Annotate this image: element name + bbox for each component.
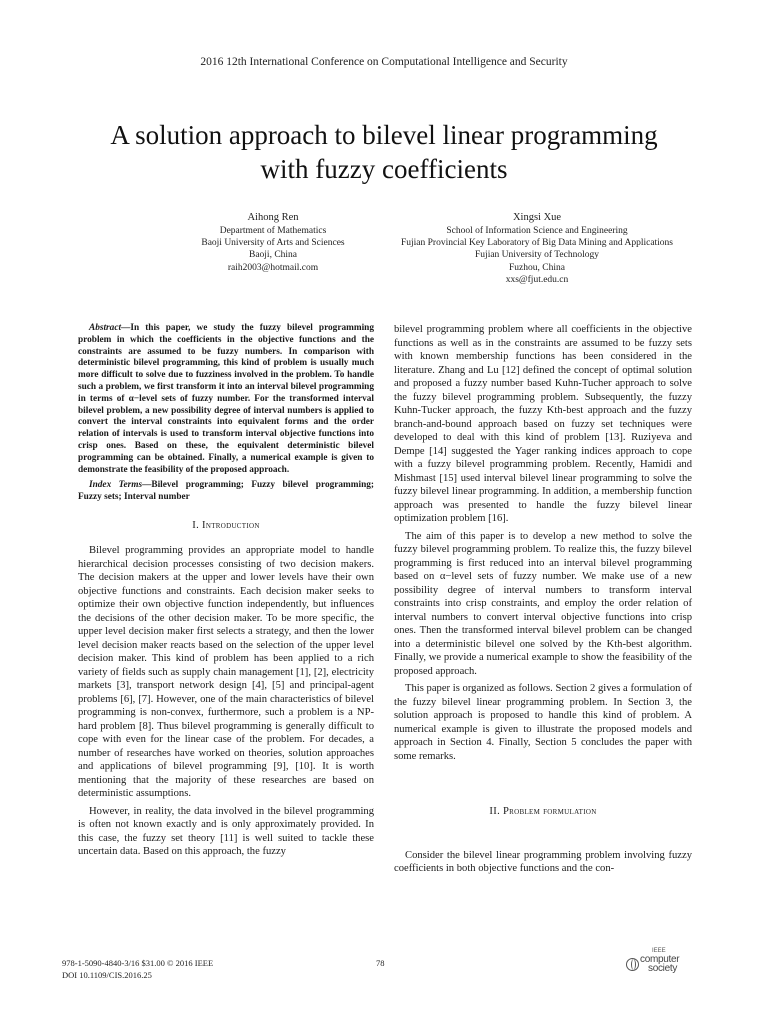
author-name: Aihong Ren <box>247 212 299 223</box>
logo-ieee-text: IEEE <box>652 948 666 954</box>
author-block-1 <box>158 210 388 274</box>
author-affiliation: Department of Mathematics <box>219 226 327 236</box>
paragraph: This paper is organized as follows. Section 2 gives a formulation of the fuzzy bilevel linear programming problem. In Section 3, the solution approach is proposed to handle this kind of problem. A numerical example is given to illustrate the proposed models and approach in Section 4. Finally, Section 5 concludes the paper with some remarks. <box>394 683 692 762</box>
logo-society-text: society <box>648 963 678 974</box>
paragraph: Bilevel programming provides an appropriate model to handle hierarchical decision processes consisting of two decision makers. The decision makers at the upper and lower levels have their own objective functions and constraints. Each decision maker seeks to optimize their own objective function independently, but influences the decisions of the other decision maker. To be more specific, the upper level decision maker first selects a strategy, and then the lower level decision maker reacts based on the selection of the upper level decision maker. This kind of problem has been applied to a rich variety of fields such as supply chain management [1], [2], electricity markets [3], transport network design [4], [5] and principal-agent problems [6], [7]. However, one of the main characteristics of bilevel programming is non-convex, furthermore, such a problem is a NP-hard problem [8]. Thus bilevel programming is generally difficult to cope with even for the linear case of the problem. For decades, a number of researches have worked on theories, solution approaches and applications of bilevel programming [9], [10]. It is worth mentioning that the majority of these researches are based on deterministic assumptions. <box>78 545 374 800</box>
author-location: Fuzhou, China <box>509 262 565 273</box>
author-name: Xingsi Xue <box>512 212 562 223</box>
author-affiliation: Baoji University of Arts and Sciences <box>201 238 345 249</box>
author-email: raih2003@hotmail.com <box>227 262 319 273</box>
author-email: xxs@fjut.edu.cn <box>505 274 569 285</box>
abstract <box>78 323 374 476</box>
title-line-1: A solution approach to bilevel linear programming <box>110 120 658 150</box>
section-heading-problem-formulation <box>394 805 692 819</box>
index-terms-text: —Bilevel programming; Fuzzy bilevel programming; Fuzzy sets; Interval number <box>78 480 374 503</box>
section-number: II. <box>489 806 501 817</box>
section-number: I. <box>192 519 200 531</box>
section-title: Introduction <box>202 519 260 531</box>
author-affiliation: School of Information Science and Engineering <box>446 226 628 236</box>
paragraph: The aim of this paper is to develop a new method to solve the fuzzy bilevel programming problem. To realize this, the fuzzy bilevel programming is first reduced into an interval bilevel programming based on α−level sets of fuzzy number. We make use of a new possibility degree of interval numbers to transform interval constraints into crisp constraints, and employ the order relation of interval numbers to convert interval objective functions into crisp ones. Then the transformed interval bilevel problem can be changed into a deterministic bilevel one solved by the Kth-best algorithm. Finally, we provide a numerical example to show the feasibility of the proposed approach. <box>394 530 692 677</box>
abstract-text: —In this paper, we study the fuzzy bilevel programming problem in which the coefficients in the objective functions and the constraints are assumed to be fuzzy numbers. In comparison with deterministic bilevel programming, this kind of problem is usually much more difficult to solve due to fuzziness involved in the problem. To handle such a problem, we first transform it into an interval bilevel programming in terms of α−level sets of fuzzy number. For the transformed interval bilevel problem, a new possibility degree of interval numbers is applied to convert the interval constraints into equivalent forms and the order relation of intervals is used to transform interval objective functions into crisp ones. Based on these, the equivalent deterministic bilevel programming can be obtained. Finally, a numerical example is given to demonstrate the feasibility of the proposed approach. <box>78 323 374 475</box>
author-affiliation: Fujian University of Technology <box>475 250 599 261</box>
author-block-2 <box>382 210 692 286</box>
isbn-copyright: 978-1-5090-4840-3/16 $31.00 © 2016 IEEE <box>62 958 214 968</box>
author-affiliation: Fujian Provincial Key Laboratory of Big Data Mining and Applications <box>400 238 674 249</box>
author-location: Baoji, China <box>248 250 298 261</box>
doi: DOI 10.1109/CIS.2016.25 <box>62 969 152 980</box>
index-terms-lead: Index Terms <box>89 480 143 491</box>
index-terms <box>78 480 374 504</box>
paper-title <box>60 118 708 186</box>
globe-icon <box>626 958 639 971</box>
ieee-computer-society-logo <box>626 948 696 980</box>
logo-computer-text: computer <box>640 954 680 965</box>
section-title: Problem formulation <box>502 806 597 817</box>
paragraph: Consider the bilevel linear programming problem involving fuzzy coefficients in both objective functions and the con- <box>394 849 692 874</box>
left-column <box>78 323 374 863</box>
paragraph: bilevel programming problem where all coefficients in the objective functions as well as in the constraints are assumed to be fuzzy sets with known membership functions has been considered in the literature. Zhang and Lu [12] defined the concept of optimal solution and proposed a fuzzy number based Kuhn-Tucher approach to solve the fuzzy bilevel programming problem. Subsequently, the fuzzy Kuhn-Tucker approach, the fuzzy Kth-best approach and the fuzzy branch-and-bound approach based on fuzzy set techniques were developed to deal with this kind of problem [13]. Ruziyeva and Dempe [14] suggested the Yager ranking indices approach to cope with a fuzzy bilevel programming problem. Recently, Hamidi and Mishmast [15] used interval bilevel linear programming to solve the fuzzy bilevel linear programming. In addition, a membership function approach was presented to handle the fuzzy bilevel linear optimization problem [16]. <box>394 324 692 524</box>
footer-identifiers <box>62 958 213 981</box>
section-heading-introduction <box>78 519 374 533</box>
right-column <box>394 323 692 880</box>
page-number: 78 <box>376 958 385 968</box>
conference-header: 2016 12th International Conference on Computational Intelligence and Security <box>200 56 568 68</box>
title-line-2: with fuzzy coefficients <box>260 154 508 184</box>
abstract-lead: Abstract <box>89 323 122 333</box>
paragraph: However, in reality, the data involved in the bilevel programming is often not known exactly and is only approximately provided. In this case, the fuzzy set theory [11] is well suited to tackle these uncertain data. Based on this approach, the fuzzy <box>78 805 374 858</box>
